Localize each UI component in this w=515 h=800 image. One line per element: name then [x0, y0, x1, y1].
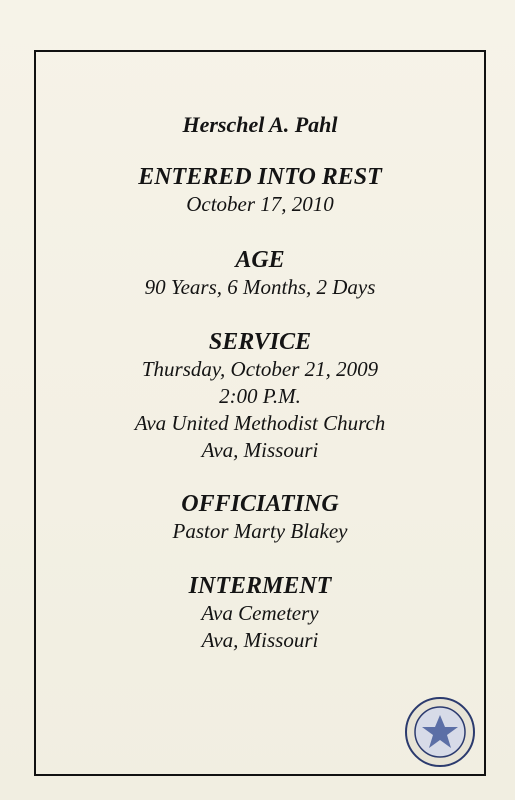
- service-section: [34, 328, 486, 464]
- department-seal-icon: [405, 697, 475, 767]
- deceased-name: Herschel A. Pahl: [182, 112, 338, 137]
- interment-section: [34, 572, 486, 654]
- service-city: Ava, Missouri: [201, 438, 319, 462]
- obituary-content: [34, 50, 486, 776]
- interment-place: Ava Cemetery: [201, 601, 319, 625]
- officiating-name: Pastor Marty Blakey: [172, 519, 348, 543]
- service-date: Thursday, October 21, 2009: [141, 357, 379, 381]
- officiating-heading: OFFICIATING: [181, 491, 339, 517]
- service-place: Ava United Methodist Church: [134, 411, 386, 435]
- entered-into-rest-date: October 17, 2010: [186, 192, 334, 216]
- age-heading: AGE: [235, 247, 285, 273]
- entered-into-rest-section: [34, 163, 486, 218]
- interment-heading: INTERMENT: [188, 573, 332, 599]
- entered-into-rest-heading: ENTERED INTO REST: [138, 164, 382, 190]
- service-time: 2:00 P.M.: [219, 384, 301, 408]
- age-value: 90 Years, 6 Months, 2 Days: [144, 275, 376, 299]
- age-section: [34, 246, 486, 301]
- interment-city: Ava, Missouri: [201, 628, 319, 652]
- service-heading: SERVICE: [208, 329, 312, 355]
- officiating-section: [34, 490, 486, 545]
